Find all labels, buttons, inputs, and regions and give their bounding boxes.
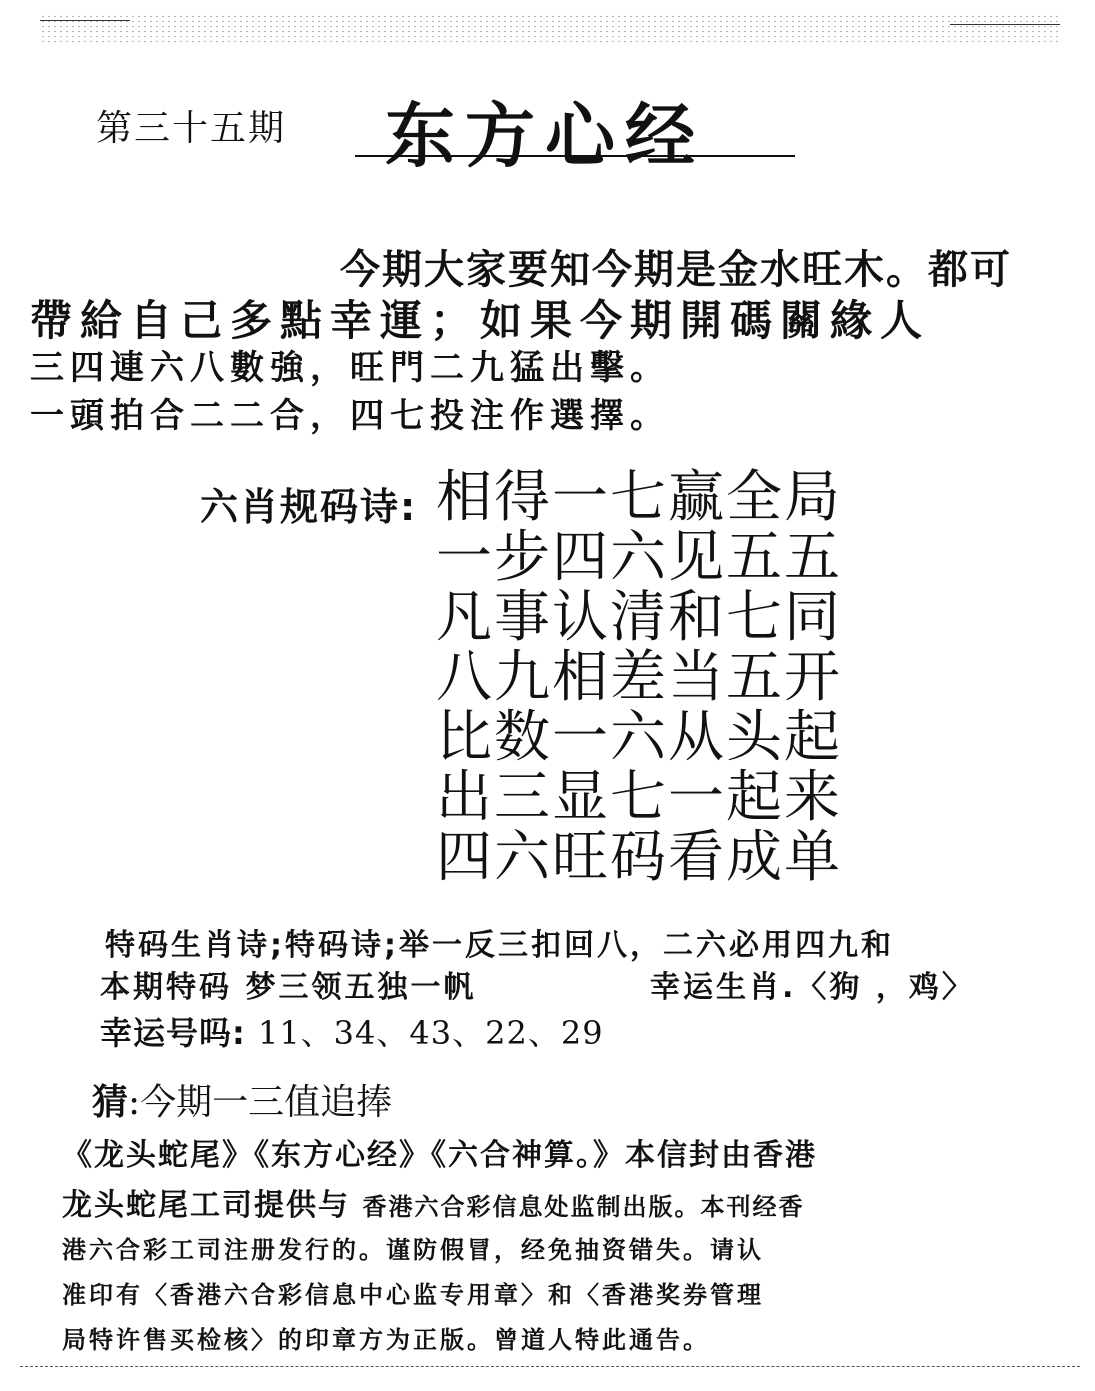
- issue-number: 第三十五期: [96, 108, 287, 149]
- poem-line: 比数一六从头起: [436, 705, 842, 770]
- poem-line: 八九相差当五开: [436, 645, 842, 710]
- scan-noise-top: [40, 14, 1060, 44]
- lucky-numbers-label: 幸运号吗:: [100, 1014, 246, 1052]
- footer-line-4: 准印有〈香港六合彩信息中心监专用章〉和〈香港奖券管理: [62, 1281, 764, 1309]
- footer-line-5: 局特许售买检核〉的印章方为正版。曾道人特此通告。: [62, 1326, 710, 1354]
- title-underline: [355, 155, 795, 157]
- intro-line-4: 一頭拍合二二合，四七投注作選擇。: [30, 396, 670, 436]
- poem-line: 相得一七赢全局: [436, 465, 842, 530]
- intro-line-1: 今期大家要知今期是金水旺木。都可: [340, 247, 1012, 293]
- footer-line-1: 《龙头蛇尾》《东方心经》《六合神算。》本信封由香港: [62, 1138, 817, 1173]
- poem-lines: [436, 465, 842, 890]
- lucky-numbers: 11、34、43、22、29: [257, 1014, 604, 1052]
- tema-poem-line: 特码生肖诗;特码诗;举一反三扣回八，二六必用四九和: [105, 928, 894, 963]
- top-rule-right: [950, 24, 1060, 25]
- poem-label: 六肖规码诗:: [200, 485, 418, 529]
- page-title: 东方心经: [385, 95, 705, 177]
- intro-line-2: 帶給自己多點幸運；如果今期開碼關緣人: [30, 296, 931, 345]
- footer-line-2a: 龙头蛇尾工司提供与: [62, 1188, 350, 1223]
- tema-this-issue: 本期特码 梦三领五独一帆: [100, 970, 477, 1005]
- bottom-rule: [20, 1366, 1080, 1369]
- poem-line: 一步四六见五五: [436, 525, 842, 590]
- lucky-zodiac: 幸运生肖.〈狗 ，鸡〉: [650, 970, 975, 1005]
- guess-label: 猜: [92, 1082, 129, 1123]
- lucky-numbers-row: [100, 1008, 604, 1054]
- footer-line-2: [62, 1180, 804, 1224]
- footer-line-3: 港六合彩工司注册发行的。谨防假冒，经免抽资错失。请认: [62, 1236, 764, 1264]
- poem-line: 四六旺码看成单: [436, 825, 842, 890]
- intro-line-3: 三四連六八數強，旺門二九猛出擊。: [30, 348, 670, 388]
- poem-line: 凡事认清和七同: [436, 585, 842, 650]
- guess-row: [92, 1074, 392, 1125]
- guess-text: :今期一三值追捧: [128, 1082, 393, 1123]
- poem-line: 出三显七一起来: [436, 765, 842, 830]
- footer-line-2b: 香港六合彩信息处监制出版。本刊经香: [362, 1193, 805, 1221]
- top-rule-left: [40, 20, 130, 21]
